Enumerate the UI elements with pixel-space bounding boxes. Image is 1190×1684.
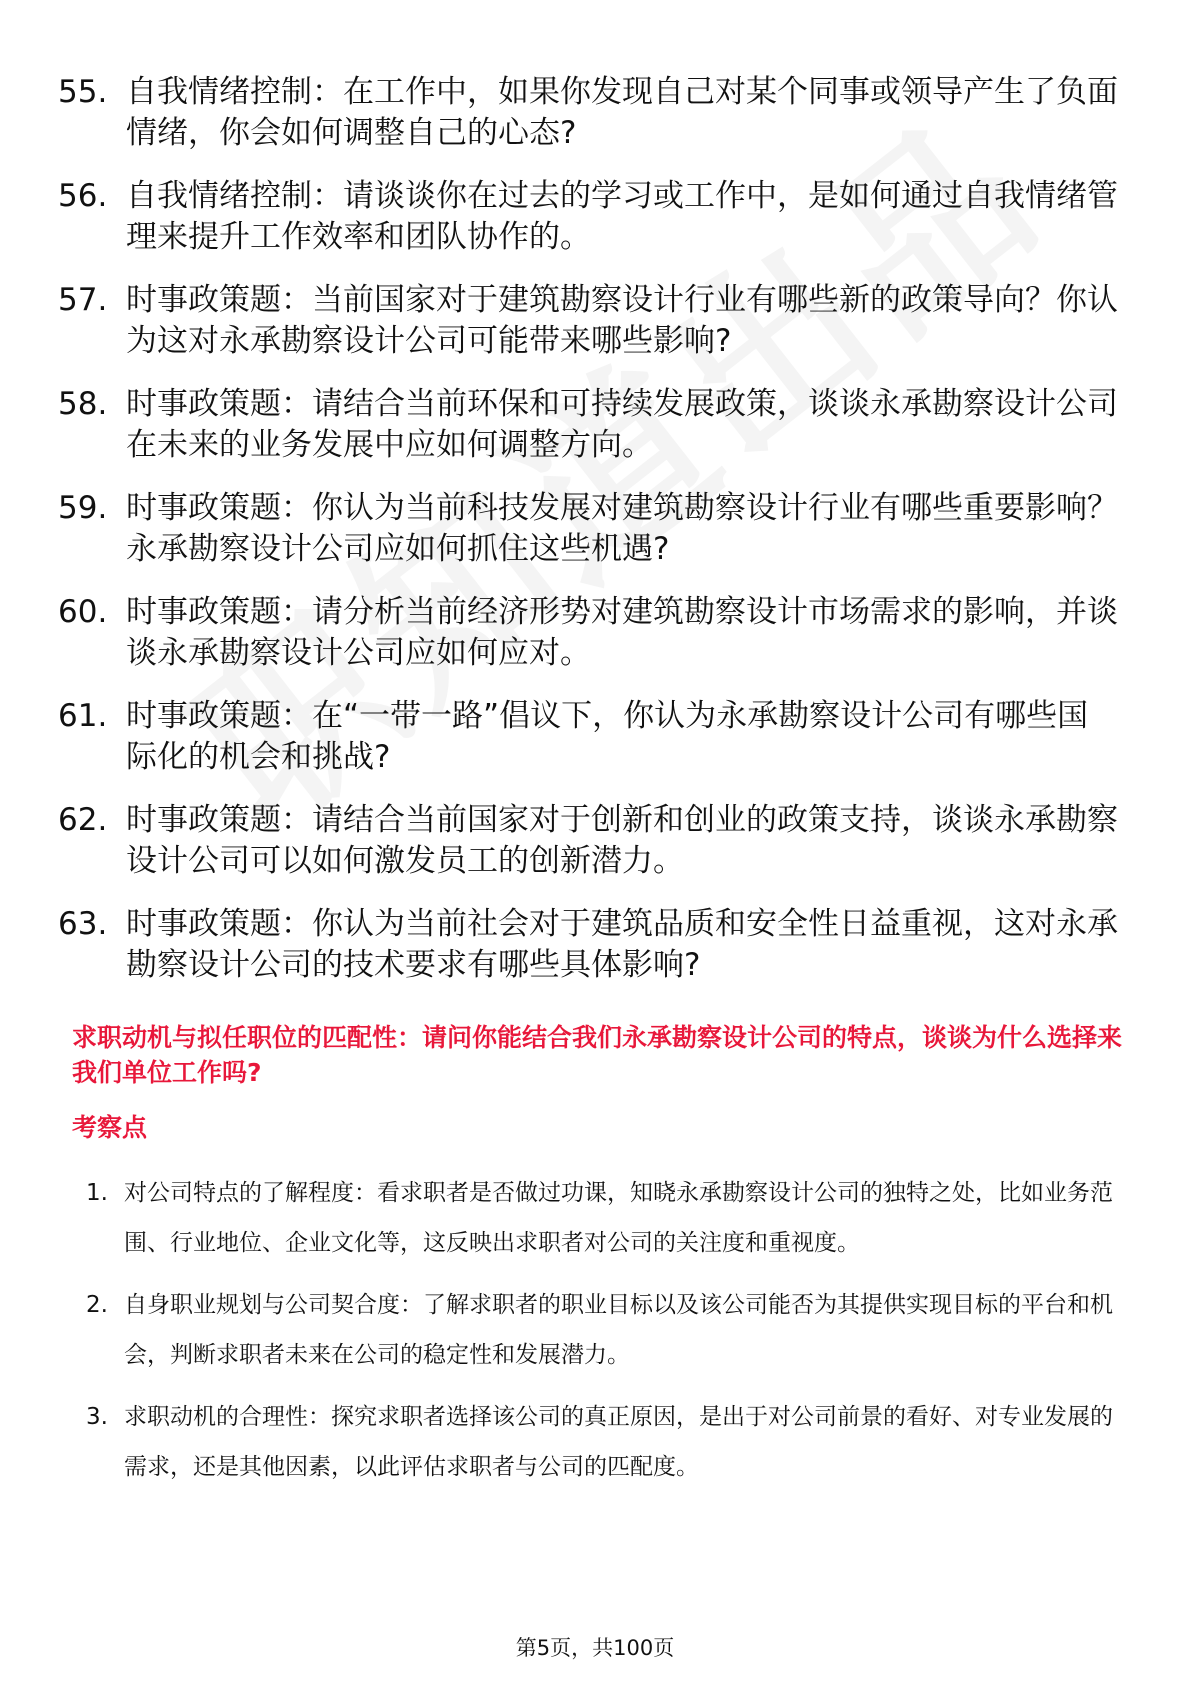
question-list: [58, 72, 1118, 1008]
section-title: 求职动机与拟任职位的匹配性：请问你能结合我们永承勘察设计公司的特点，谈谈为什么选择来我们单位工作吗?: [72, 1023, 1123, 1087]
question-item: [58, 176, 1118, 258]
question-number: 61.: [58, 698, 108, 734]
question-item: [58, 904, 1118, 986]
question-item: [58, 280, 1118, 362]
question-number: 62.: [58, 802, 108, 838]
point-number: 2.: [86, 1292, 108, 1318]
question-item: [58, 384, 1118, 466]
assessment-point: [86, 1280, 1116, 1380]
question-text: 自我情绪控制：在工作中，如果你发现自己对某个同事或领导产生了负面情绪，你会如何调整自己的心态?: [126, 74, 1118, 151]
question-text: 时事政策题：你认为当前科技发展对建筑勘察设计行业有哪些重要影响？永承勘察设计公司应如何抓住这些机遇?: [126, 490, 1118, 567]
point-number: 1.: [86, 1180, 108, 1206]
question-text: 自我情绪控制：请谈谈你在过去的学习或工作中，是如何通过自我情绪管理来提升工作效率和团队协作的。: [126, 178, 1118, 255]
question-text: 时事政策题：请结合当前国家对于创新和创业的政策支持，谈谈永承勘察设计公司可以如何激发员工的创新潜力。: [126, 802, 1118, 879]
point-text: 自身职业规划与公司契合度：了解求职者的职业目标以及该公司能否为其提供实现目标的平台和机会，判断求职者未来在公司的稳定性和发展潜力。: [124, 1292, 1113, 1368]
assessment-point: [86, 1168, 1116, 1268]
question-number: 59.: [58, 490, 108, 526]
question-item: [58, 72, 1118, 154]
question-number: 58.: [58, 386, 108, 422]
question-number: 60.: [58, 594, 108, 630]
question-text: 时事政策题：在“一带一路”倡议下，你认为永承勘察设计公司有哪些国际化的机会和挑战?: [126, 698, 1089, 775]
page-footer: 第5页，共100页: [515, 1636, 675, 1660]
point-text: 对公司特点的了解程度：看求职者是否做过功课，知晓永承勘察设计公司的独特之处，比如业务范围、行业地位、企业文化等，这反映出求职者对公司的关注度和重视度。: [124, 1180, 1113, 1256]
question-item: [58, 488, 1118, 570]
point-number: 3.: [86, 1404, 108, 1430]
question-number: 56.: [58, 178, 108, 214]
question-number: 57.: [58, 282, 108, 318]
question-number: 63.: [58, 906, 108, 942]
assessment-point-list: [86, 1168, 1116, 1504]
question-text: 时事政策题：当前国家对于建筑勘察设计行业有哪些新的政策导向？你认为这对永承勘察设计公司可能带来哪些影响?: [126, 282, 1118, 359]
question-item: [58, 696, 1118, 778]
question-text: 时事政策题：请结合当前环保和可持续发展政策，谈谈永承勘察设计公司在未来的业务发展中应如何调整方向。: [126, 386, 1118, 463]
assessment-point: [86, 1392, 1116, 1492]
point-text: 求职动机的合理性：探究求职者选择该公司的真正原因，是出于对公司前景的看好、对专业发展的需求，还是其他因素，以此评估求职者与公司的匹配度。: [124, 1404, 1113, 1480]
question-text: 时事政策题：请分析当前经济形势对建筑勘察设计市场需求的影响，并谈谈永承勘察设计公司应如何应对。: [126, 594, 1118, 671]
question-item: [58, 592, 1118, 674]
section-subtitle: 考察点: [72, 1113, 148, 1142]
question-number: 55.: [58, 74, 108, 110]
question-item: [58, 800, 1118, 882]
question-text: 时事政策题：你认为当前社会对于建筑品质和安全性日益重视，这对永承勘察设计公司的技术要求有哪些具体影响?: [126, 906, 1118, 983]
